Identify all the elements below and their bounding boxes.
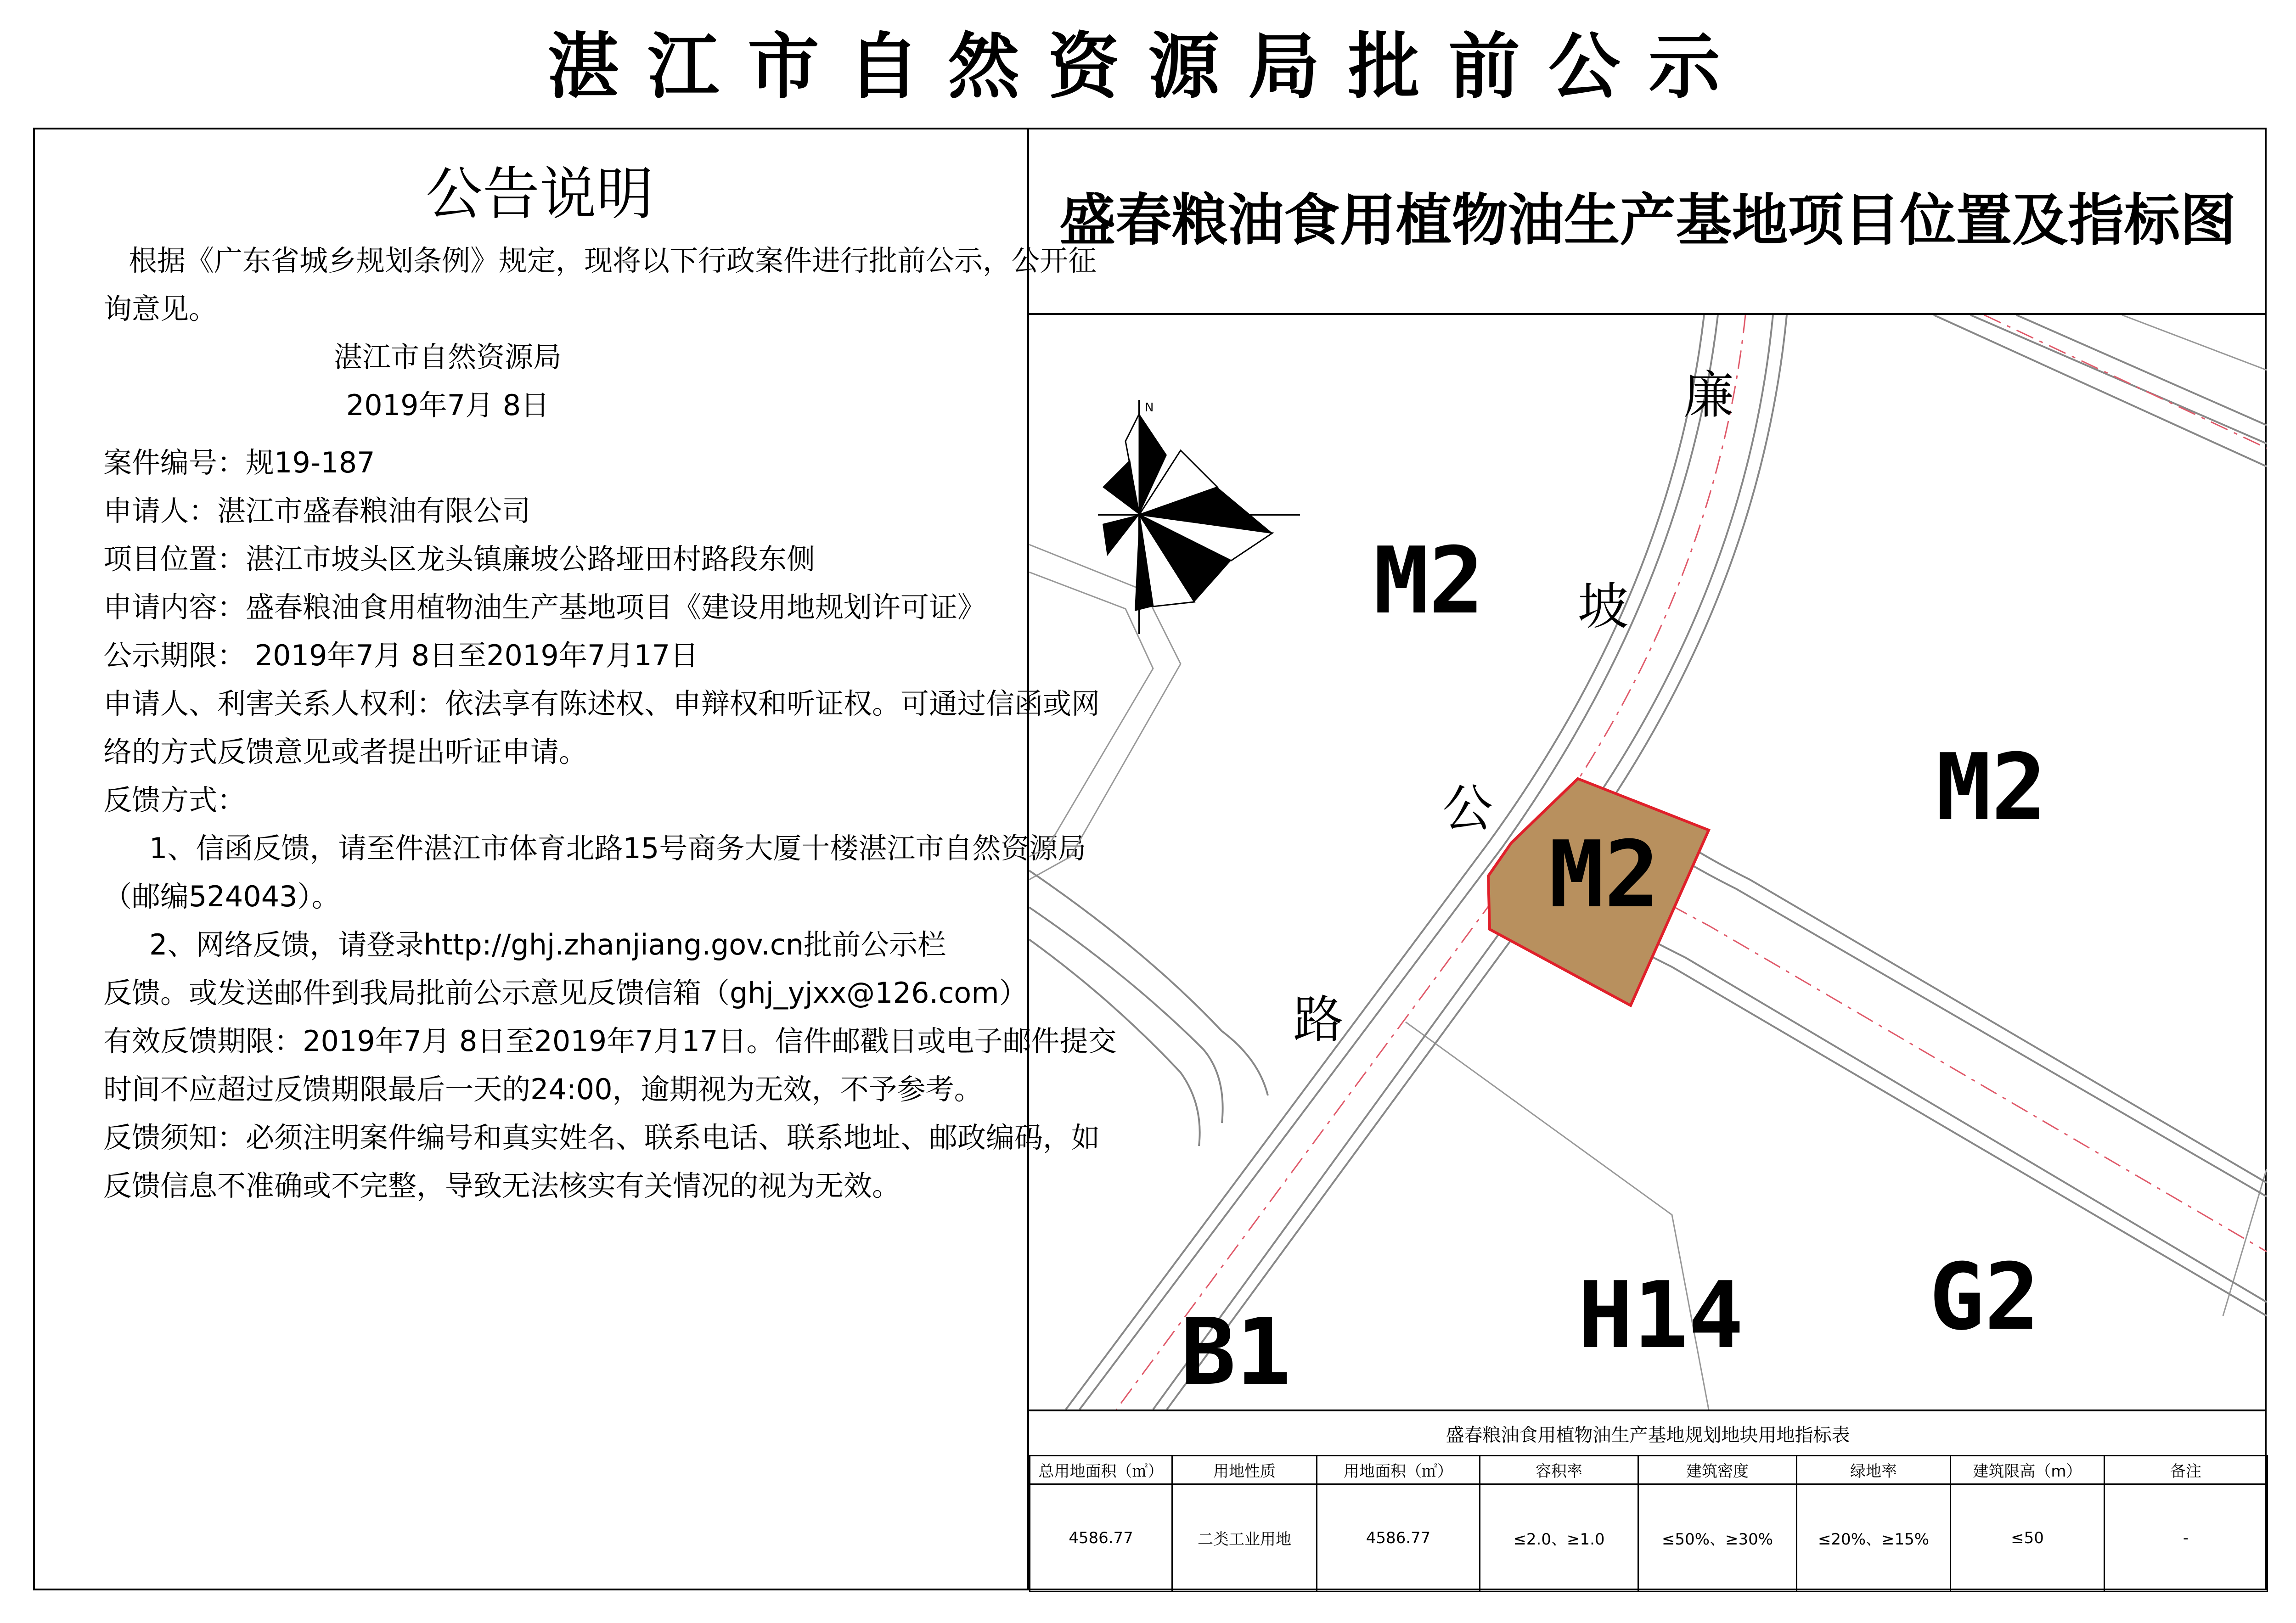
cell-total-area: 4586.77 [1030,1484,1172,1592]
site-location-map [1029,315,2267,1410]
header-green-ratio: 绿地率 [1797,1456,1951,1484]
zone-g2: G2 [1929,1244,2040,1351]
cell-height-limit: ≤50 [1951,1484,2105,1592]
notice-intro-line2: 询意见。 [103,292,218,326]
zone-m2-site: M2 [1549,821,1660,928]
valid-period-line1: 有效反馈期限：2019年7月 8日至2019年7月17日。信件邮戳日或电子邮件提交 [103,1024,1117,1058]
feedback-mail-line1: 1、信函反馈，请至件湛江市体育北路15号商务大厦十楼湛江市自然资源局 [149,831,1086,865]
notice-issue-date: 2019年7月 8日 [346,388,550,422]
road-char-gong: 公 [1442,779,1493,838]
west-road-edge-2 [1029,907,1223,1123]
west-road-edge-1 [1029,870,1268,1095]
header-land-area: 用地面积（㎡） [1317,1456,1480,1484]
se-road-edge-3 [1617,811,2267,1196]
north-arrow-blade-9 [1103,515,1139,556]
cell-land-area: 4586.77 [1317,1484,1480,1592]
se-road-edge-4 [1631,802,2267,1183]
header-remarks: 备注 [2105,1456,2268,1484]
case-number: 案件编号：规19-187 [103,446,375,479]
header-land-use: 用地性质 [1172,1456,1317,1484]
southeast-road-centerline [1580,848,2267,1252]
indicator-header-row [1030,1456,2268,1484]
parcel-line-west-inner [1029,572,1153,857]
notice-intro-line1: 根据《广东省城乡规划条例》规定，现将以下行政案件进行批前公示，公开征 [129,244,1097,277]
parcel-line-ne [2122,315,2267,370]
feedback-title: 反馈方式： [103,783,246,817]
publicity-period: 公示期限： 2019年7月 8日至2019年7月17日 [103,639,699,672]
indicator-table-section [1029,1410,2267,1590]
zone-m2-northwest: M2 [1373,528,1484,635]
feedback-web-line1: 2、网络反馈，请登录http://ghj.zhanjiang.gov.cn批前公示栏 [149,928,946,961]
northeast-road-centerline [1984,315,2267,448]
cell-remarks: - [2105,1484,2268,1592]
ne-road-edge-1 [1934,315,2267,466]
header-total-area: 总用地面积（㎡） [1030,1456,1172,1484]
road-char-lian: 廉 [1683,366,1734,425]
rights-line1: 申请人、利害关系人权利：依法享有陈述权、申辩权和听证权。可通过信函或网 [103,687,1100,720]
cell-green-ratio: ≤20%、≥15% [1797,1484,1951,1592]
road-char-po: 坡 [1578,577,1628,636]
feedback-notes-line2: 反馈信息不准确或不完整，导致无法核实有关情况的视为无效。 [103,1169,901,1202]
page-title: 湛江市自然资源局批前公示 [547,25,1749,108]
header-far: 容积率 [1480,1456,1638,1484]
cell-land-use: 二类工业用地 [1172,1484,1317,1592]
table-row [1030,1484,2268,1592]
west-road [1029,870,1268,1146]
road-char-lu: 路 [1293,990,1344,1049]
indicator-table-caption: 盛春粮油食用植物油生产基地规划地块用地指标表 [1446,1425,1850,1446]
application-content: 申请内容：盛春粮油食用植物油生产基地项目《建设用地规划许可证》 [103,590,986,624]
feedback-mail-line2: （邮编524043）。 [103,880,340,913]
applicant: 申请人：湛江市盛春粮油有限公司 [103,494,531,528]
rights-line2: 络的方式反馈意见或者提出听证申请。 [103,735,588,769]
north-label: N [1145,401,1154,415]
notice-heading: 公告说明 [425,161,653,227]
project-location: 项目位置：湛江市坡头区龙头镇廉坡公路垭田村路段东侧 [103,542,816,576]
cell-density: ≤50%、≥30% [1638,1484,1797,1592]
cell-far: ≤2.0、≥1.0 [1480,1484,1638,1592]
northeast-road [1934,315,2267,466]
indicator-table [1029,1455,2268,1592]
north-arrow [1098,400,1300,634]
zone-b1: B1 [1181,1299,1291,1406]
zone-m2-east: M2 [1936,734,2047,841]
map-title: 盛春粮油食用植物油生产基地项目位置及指标图 [1059,188,2236,253]
feedback-notes-line1: 反馈须知：必须注明案件编号和真实姓名、联系电话、联系地址、邮政编码，如 [103,1121,1100,1154]
notice-issuer: 湛江市自然资源局 [333,340,562,374]
header-density: 建筑密度 [1638,1456,1797,1484]
valid-period-line2: 时间不应超过反馈期限最后一天的24:00，逾期视为无效，不予参考。 [103,1073,983,1106]
ne-road-edge-2 [1970,315,2267,444]
header-height-limit: 建筑限高（m） [1951,1456,2105,1484]
feedback-web-line2: 反馈。或发送邮件到我局批前公示意见反馈信箱（ghj_yjxx@126.com） [103,976,1028,1010]
zone-h14: H14 [1578,1262,1744,1369]
